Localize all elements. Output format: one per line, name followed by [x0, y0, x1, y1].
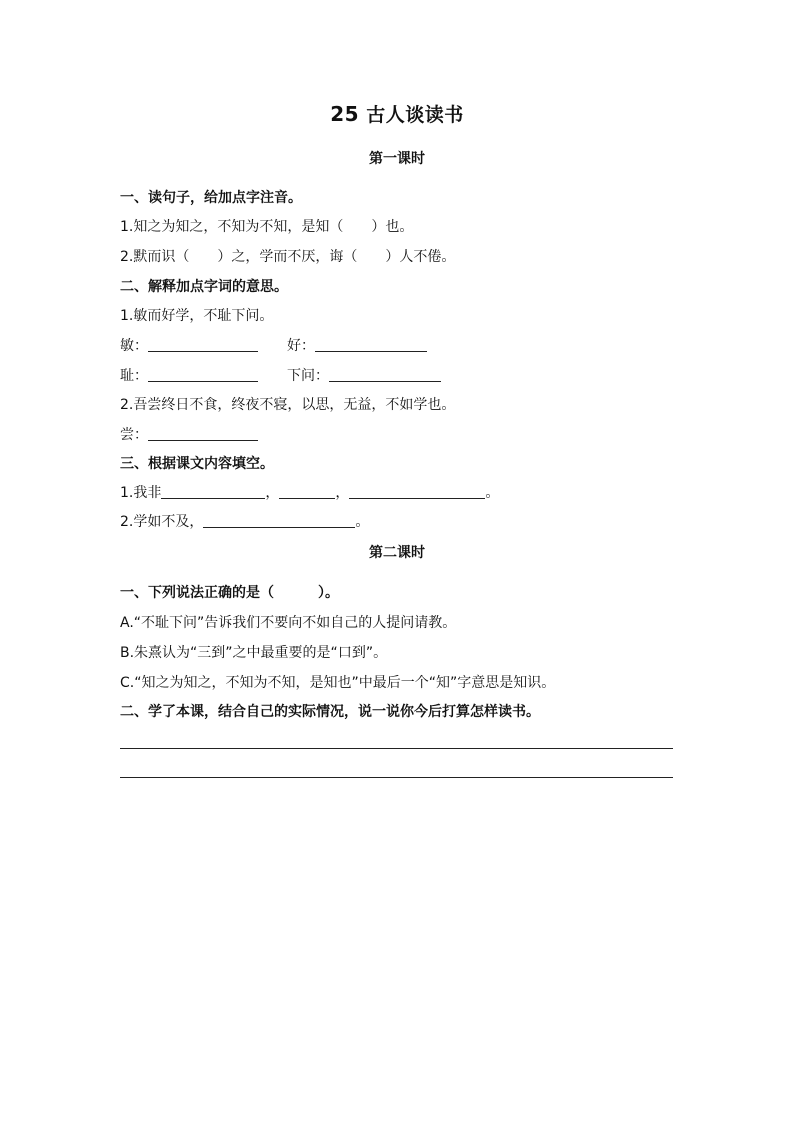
- chang-label: 尝：: [120, 427, 148, 443]
- l1-q3-item2-text: 2.学如不及，: [120, 514, 204, 530]
- lesson2-heading: 第二课时: [369, 545, 425, 561]
- l2-q1-title: [120, 583, 339, 603]
- answer-blank[interactable]: [329, 367, 441, 382]
- lesson1-heading: 第一课时: [369, 151, 425, 167]
- option-c: C.“知之为知之，不知为不知，是知也”中最后一个“知”字意思是知识。: [120, 675, 556, 691]
- answer-blank[interactable]: [148, 367, 258, 382]
- option-b: B.朱熹认为“三到”之中最重要的是“口到”。: [120, 645, 388, 661]
- chi-label: 耻：: [120, 368, 148, 384]
- l1-q3-item2: [120, 512, 369, 532]
- writing-line-2[interactable]: [120, 777, 673, 778]
- l1-q3-title: 三、根据课文内容填空。: [120, 456, 274, 472]
- l1-q3-item1-text: 1.我非: [120, 485, 162, 501]
- option-a: A.“不耻下问”告诉我们不要向不如自己的人提问请教。: [120, 615, 457, 631]
- hao-label: 好：: [287, 338, 315, 354]
- l1-q2-sentence2: 2.吾尝终日不食，终夜不寝，以思，无益，不如学也。: [120, 397, 456, 413]
- xiawen-definition: [287, 366, 441, 386]
- answer-blank[interactable]: [315, 337, 427, 352]
- fill-blank[interactable]: [203, 513, 355, 528]
- l1-q3-item1: [120, 483, 499, 503]
- lesson-title: 古人谈读书: [366, 104, 464, 126]
- chang-definition: [120, 425, 258, 445]
- period: 。: [355, 514, 370, 530]
- l1-q1-item2-text-a: 2.默而识（: [120, 249, 190, 265]
- answer-blank[interactable]: [148, 337, 258, 352]
- hao-definition: [287, 336, 427, 356]
- l1-q2-title: 二、解释加点字词的意思。: [120, 279, 288, 295]
- fill-blank[interactable]: [279, 484, 335, 499]
- period: 。: [485, 485, 500, 501]
- fill-blank[interactable]: [161, 484, 265, 499]
- l2-q1-title-text-a: 一、下列说法正确的是（: [120, 585, 274, 601]
- writing-line-1[interactable]: [120, 748, 673, 749]
- page-title: [0, 100, 794, 127]
- l1-q1-item1-text-b: ）也。: [371, 219, 414, 235]
- l2-q1-title-text-b: ）。: [318, 585, 339, 601]
- l1-q1-item1: [120, 217, 413, 237]
- l1-q1-item1-text-a: 1.知之为知之，不知为不知，是知（: [120, 219, 344, 235]
- l1-q1-item2: [120, 247, 455, 267]
- min-label: 敏：: [120, 338, 148, 354]
- l1-q1-item2-text-c: ）人不倦。: [385, 249, 456, 265]
- lesson-number: 25: [330, 102, 360, 126]
- chi-definition: [120, 366, 258, 386]
- fill-blank[interactable]: [349, 484, 485, 499]
- comma: ，: [265, 485, 280, 501]
- l1-q1-item2-text-b: ）之，学而不厌，诲（: [217, 249, 358, 265]
- l1-q2-sentence1: 1.敏而好学，不耻下问。: [120, 308, 274, 324]
- l2-q2-title: 二、学了本课，结合自己的实际情况，说一说你今后打算怎样读书。: [120, 704, 540, 720]
- comma: ，: [335, 485, 350, 501]
- l1-q1-title: 一、读句子，给加点字注音。: [120, 190, 302, 206]
- min-definition: [120, 336, 258, 356]
- answer-blank[interactable]: [148, 426, 258, 441]
- xiawen-label: 下问：: [287, 368, 329, 384]
